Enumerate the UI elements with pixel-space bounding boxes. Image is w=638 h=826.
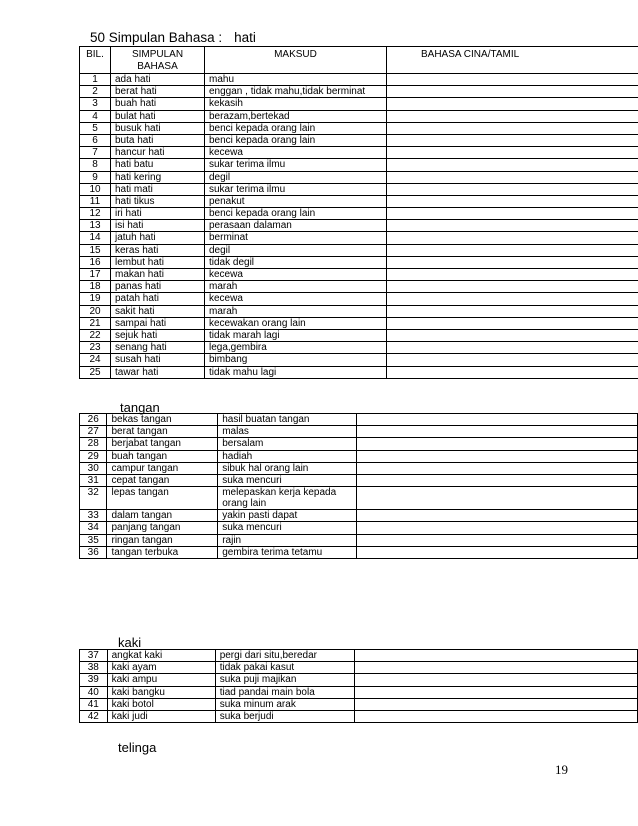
table-row (80, 317, 638, 329)
row-number: 22 (80, 329, 111, 341)
table-row (80, 305, 638, 317)
table-row (80, 354, 638, 366)
row-number: 1 (80, 74, 111, 86)
row-number: 19 (80, 293, 111, 305)
row-number: 41 (80, 698, 108, 710)
table-row (80, 426, 638, 438)
table-row (80, 195, 638, 207)
row-term: berat tangan (107, 426, 218, 438)
row-term: lembut hati (111, 256, 205, 268)
table-row (80, 510, 638, 522)
row-meaning: tiad pandai main bola (215, 686, 354, 698)
section-heading-tangan: tangan (120, 400, 160, 415)
row-translation (387, 74, 638, 86)
table-row (80, 474, 638, 486)
row-number: 36 (80, 546, 107, 558)
row-translation (356, 414, 637, 426)
row-translation (356, 510, 637, 522)
row-number: 31 (80, 474, 107, 486)
row-meaning: suka mencuri (218, 522, 357, 534)
row-translation (387, 317, 638, 329)
table-row (80, 710, 638, 722)
table-row (80, 208, 638, 220)
row-number: 27 (80, 426, 107, 438)
table-row (80, 171, 638, 183)
row-term: hati tikus (111, 195, 205, 207)
row-translation (356, 546, 637, 558)
table-row (80, 98, 638, 110)
row-translation (387, 220, 638, 232)
row-meaning: berazam,bertekad (205, 110, 387, 122)
table-row (80, 342, 638, 354)
row-translation (354, 662, 637, 674)
row-meaning: bimbang (205, 354, 387, 366)
row-translation (387, 329, 638, 341)
row-meaning: tidak mahu lagi (205, 366, 387, 378)
row-number: 42 (80, 710, 108, 722)
row-meaning: sukar terima ilmu (205, 183, 387, 195)
row-meaning: malas (218, 426, 357, 438)
row-translation (387, 159, 638, 171)
row-term: campur tangan (107, 462, 218, 474)
row-meaning: gembira terima tetamu (218, 546, 357, 558)
row-term: buah hati (111, 98, 205, 110)
row-meaning: kecewa (205, 293, 387, 305)
table-row (80, 86, 638, 98)
row-term: bekas tangan (107, 414, 218, 426)
row-term: hati batu (111, 159, 205, 171)
row-term: iri hati (111, 208, 205, 220)
row-meaning: kecewa (205, 269, 387, 281)
row-term: tawar hati (111, 366, 205, 378)
row-term: kaki bangku (107, 686, 215, 698)
row-term: sakit hati (111, 305, 205, 317)
row-number: 21 (80, 317, 111, 329)
row-meaning: perasaan dalaman (205, 220, 387, 232)
row-meaning: kecewakan orang lain (205, 317, 387, 329)
row-translation (387, 122, 638, 134)
row-term: ada hati (111, 74, 205, 86)
row-translation (387, 232, 638, 244)
table-row (80, 698, 638, 710)
section-heading-kaki: kaki (118, 635, 142, 650)
row-meaning: kecewa (205, 147, 387, 159)
row-number: 5 (80, 122, 111, 134)
page-number: 19 (555, 762, 568, 777)
row-number: 15 (80, 244, 111, 256)
col-maksud: MAKSUD (205, 47, 387, 74)
table-row (80, 110, 638, 122)
row-number: 9 (80, 171, 111, 183)
table-row (80, 487, 638, 510)
row-term: sejuk hati (111, 329, 205, 341)
row-translation (387, 342, 638, 354)
table-row (80, 281, 638, 293)
table-row (80, 134, 638, 146)
table-row (80, 329, 638, 341)
page-title (90, 30, 256, 45)
row-term: bulat hati (111, 110, 205, 122)
row-translation (356, 450, 637, 462)
row-meaning: berminat (205, 232, 387, 244)
row-translation (356, 438, 637, 450)
row-meaning: benci kepada orang lain (205, 122, 387, 134)
table-row (80, 686, 638, 698)
title-keyword: hati (234, 30, 256, 45)
row-term: jatuh hati (111, 232, 205, 244)
row-translation (387, 147, 638, 159)
row-meaning: tidak marah lagi (205, 329, 387, 341)
row-number: 37 (80, 650, 108, 662)
table-row (80, 256, 638, 268)
row-term: panas hati (111, 281, 205, 293)
row-meaning: kekasih (205, 98, 387, 110)
row-number: 29 (80, 450, 107, 462)
row-meaning: lega,gembira (205, 342, 387, 354)
row-number: 14 (80, 232, 111, 244)
row-meaning: hasil buatan tangan (218, 414, 357, 426)
row-term: sampai hati (111, 317, 205, 329)
row-term: isi hati (111, 220, 205, 232)
row-translation (354, 710, 637, 722)
row-number: 20 (80, 305, 111, 317)
row-term: buah tangan (107, 450, 218, 462)
row-meaning: hadiah (218, 450, 357, 462)
table-row (80, 650, 638, 662)
hati-table (79, 46, 638, 379)
row-number: 23 (80, 342, 111, 354)
row-number: 35 (80, 534, 107, 546)
row-number: 17 (80, 269, 111, 281)
row-meaning: melepaskan kerja kepada orang lain (218, 487, 357, 510)
row-number: 32 (80, 487, 107, 510)
table-row (80, 147, 638, 159)
row-number: 33 (80, 510, 107, 522)
row-meaning: suka berjudi (215, 710, 354, 722)
hati-table-body (80, 74, 638, 379)
table-row (80, 74, 638, 86)
table-row (80, 438, 638, 450)
table-row (80, 244, 638, 256)
row-term: angkat kaki (107, 650, 215, 662)
row-number: 6 (80, 134, 111, 146)
row-meaning: mahu (205, 74, 387, 86)
row-translation (387, 110, 638, 122)
row-term: makan hati (111, 269, 205, 281)
row-translation (354, 674, 637, 686)
row-translation (387, 134, 638, 146)
col-bahasa: BAHASA CINA/TAMIL (387, 47, 638, 74)
table-row (80, 122, 638, 134)
row-term: berjabat tangan (107, 438, 218, 450)
row-translation (387, 86, 638, 98)
row-number: 2 (80, 86, 111, 98)
title-prefix: 50 Simpulan Bahasa : (90, 30, 223, 45)
table-row (80, 293, 638, 305)
row-meaning: bersalam (218, 438, 357, 450)
row-translation (356, 522, 637, 534)
row-term: kaki ampu (107, 674, 215, 686)
row-meaning: rajin (218, 534, 357, 546)
row-meaning: marah (205, 305, 387, 317)
table-row (80, 674, 638, 686)
row-term: buta hati (111, 134, 205, 146)
row-term: dalam tangan (107, 510, 218, 522)
table-row (80, 414, 638, 426)
row-meaning: sibuk hal orang lain (218, 462, 357, 474)
kaki-table (79, 649, 638, 723)
row-number: 12 (80, 208, 111, 220)
row-term: tangan terbuka (107, 546, 218, 558)
table-row (80, 662, 638, 674)
row-translation (356, 474, 637, 486)
col-bil: BIL. (80, 47, 111, 74)
row-meaning: suka minum arak (215, 698, 354, 710)
row-translation (387, 305, 638, 317)
row-meaning: degil (205, 244, 387, 256)
row-number: 7 (80, 147, 111, 159)
row-term: hati kering (111, 171, 205, 183)
row-term: hancur hati (111, 147, 205, 159)
row-number: 10 (80, 183, 111, 195)
row-number: 4 (80, 110, 111, 122)
row-translation (387, 256, 638, 268)
tangan-table-body (80, 414, 638, 559)
row-translation (387, 269, 638, 281)
row-meaning: pergi dari situ,beredar (215, 650, 354, 662)
kaki-table-body (80, 650, 638, 723)
row-translation (356, 462, 637, 474)
table-row (80, 534, 638, 546)
row-meaning: marah (205, 281, 387, 293)
row-meaning: benci kepada orang lain (205, 134, 387, 146)
row-meaning: yakin pasti dapat (218, 510, 357, 522)
row-meaning: suka puji majikan (215, 674, 354, 686)
row-term: panjang tangan (107, 522, 218, 534)
table-row (80, 232, 638, 244)
row-term: ringan tangan (107, 534, 218, 546)
row-number: 28 (80, 438, 107, 450)
row-translation (354, 686, 637, 698)
row-number: 40 (80, 686, 108, 698)
row-meaning: enggan , tidak mahu,tidak berminat (205, 86, 387, 98)
row-number: 18 (80, 281, 111, 293)
row-term: busuk hati (111, 122, 205, 134)
header-row (80, 47, 638, 74)
row-term: hati mati (111, 183, 205, 195)
row-number: 25 (80, 366, 111, 378)
row-translation (387, 208, 638, 220)
table-row (80, 366, 638, 378)
row-number: 38 (80, 662, 108, 674)
row-term: susah hati (111, 354, 205, 366)
row-number: 3 (80, 98, 111, 110)
row-translation (356, 487, 637, 510)
row-number: 8 (80, 159, 111, 171)
table-row (80, 220, 638, 232)
row-translation (356, 534, 637, 546)
row-meaning: penakut (205, 195, 387, 207)
row-term: cepat tangan (107, 474, 218, 486)
row-number: 13 (80, 220, 111, 232)
row-term: kaki botol (107, 698, 215, 710)
row-term: kaki judi (107, 710, 215, 722)
row-translation (387, 244, 638, 256)
row-number: 24 (80, 354, 111, 366)
row-translation (387, 366, 638, 378)
table-row (80, 269, 638, 281)
row-meaning: tidak degil (205, 256, 387, 268)
row-term: lepas tangan (107, 487, 218, 510)
row-term: keras hati (111, 244, 205, 256)
row-meaning: suka mencuri (218, 474, 357, 486)
row-translation (387, 183, 638, 195)
row-number: 34 (80, 522, 107, 534)
col-simpulan: SIMPULAN BAHASA (111, 47, 205, 74)
row-number: 16 (80, 256, 111, 268)
row-term: patah hati (111, 293, 205, 305)
table-row (80, 522, 638, 534)
section-heading-telinga: telinga (118, 740, 157, 755)
row-term: kaki ayam (107, 662, 215, 674)
row-term: berat hati (111, 86, 205, 98)
row-translation (387, 98, 638, 110)
table-row (80, 546, 638, 558)
row-term: senang hati (111, 342, 205, 354)
table-row (80, 450, 638, 462)
row-meaning: sukar terima ilmu (205, 159, 387, 171)
row-translation (354, 698, 637, 710)
row-translation (387, 293, 638, 305)
row-number: 11 (80, 195, 111, 207)
row-number: 26 (80, 414, 107, 426)
row-number: 30 (80, 462, 107, 474)
row-meaning: degil (205, 171, 387, 183)
row-translation (387, 281, 638, 293)
table-row (80, 159, 638, 171)
row-translation (356, 426, 637, 438)
row-number: 39 (80, 674, 108, 686)
row-translation (387, 354, 638, 366)
row-translation (387, 171, 638, 183)
tangan-table (79, 413, 638, 559)
table-row (80, 462, 638, 474)
row-translation (387, 195, 638, 207)
row-translation (354, 650, 637, 662)
row-meaning: tidak pakai kasut (215, 662, 354, 674)
table-row (80, 183, 638, 195)
row-meaning: benci kepada orang lain (205, 208, 387, 220)
